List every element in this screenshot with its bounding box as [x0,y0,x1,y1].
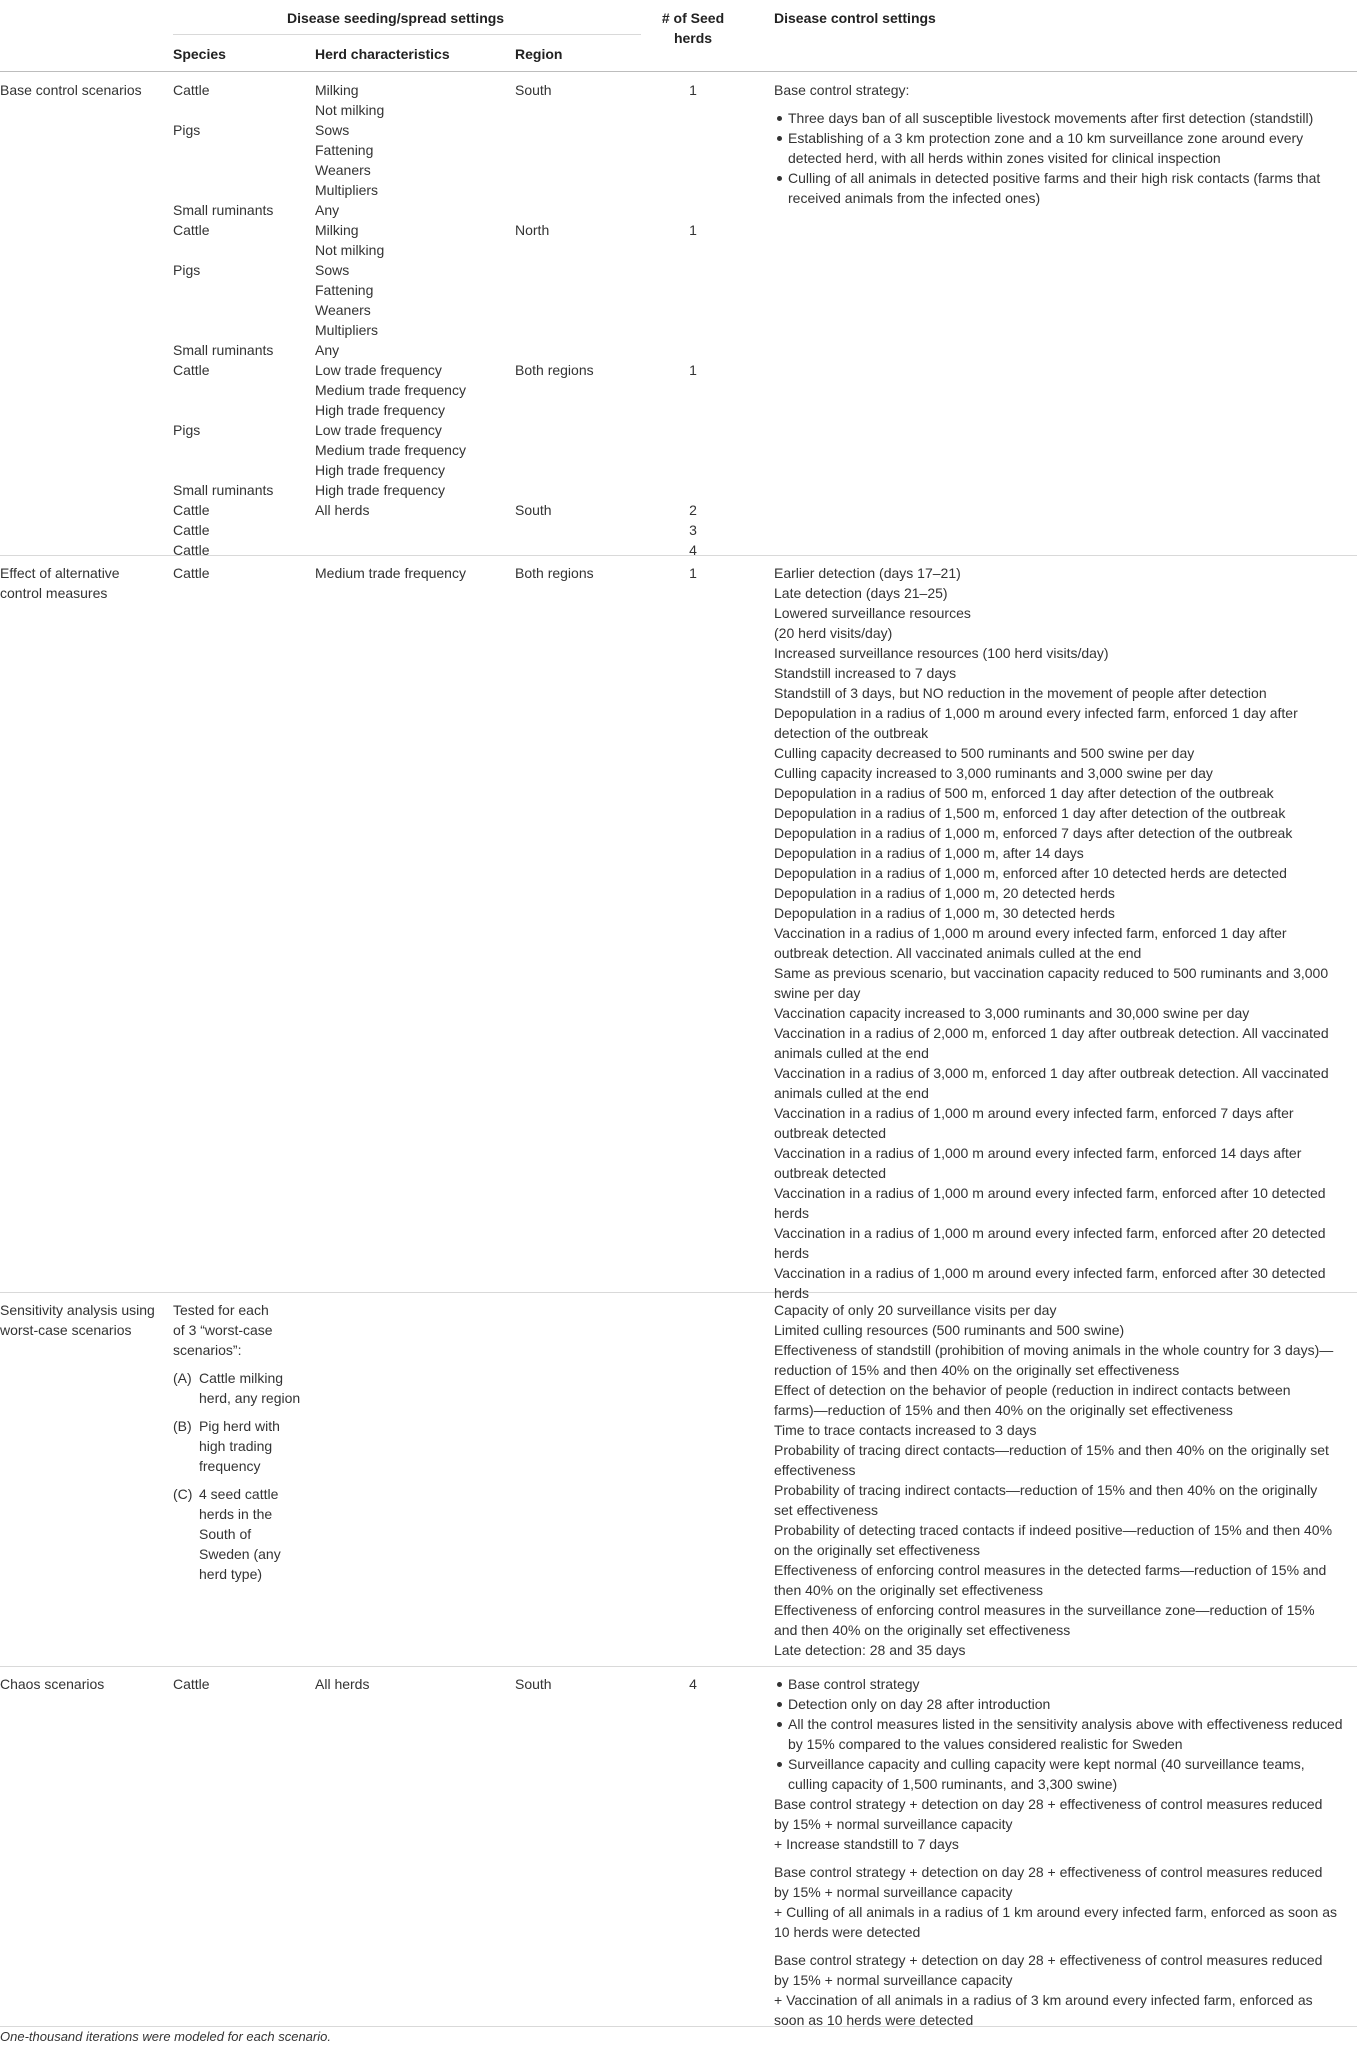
control-setting-item: and then 40% on the originally set effectiveness [774,1622,1071,1638]
herd-characteristics-cell: High trade frequency [315,482,445,498]
control-setting-item: (20 herd visits/day) [774,625,893,641]
control-setting-item: Depopulation in a radius of 1,000 m, 30 detected herds [774,905,1115,921]
control-setting-item: Vaccination in a radius of 1,000 m around every infected farm, enforced 1 day after [774,925,1287,941]
herd-characteristics-cell: Medium trade frequency [315,565,466,581]
scenario-category-label: Effect of alternative [0,565,120,581]
control-setting-item: Effectiveness of standstill (prohibition of moving animals in the whole country for 3 days)— [774,1342,1334,1358]
species-cell: Pigs [173,422,201,438]
herd-characteristics-cell: Milking [315,82,359,98]
control-setting-item: Depopulation in a radius of 1,000 m, enforced after 10 detected herds are detected [774,865,1287,881]
control-bullet-item: Base control strategy [788,1676,920,1692]
control-setting-item: 10 herds were detected [774,1924,921,1940]
bullet-dot [777,1682,782,1687]
worst-case-marker: (C) [173,1486,193,1502]
herd-characteristics-cell: Sows [315,122,350,138]
control-setting-item: Base control strategy + detection on day 28 + effectiveness of control measures reduced [774,1796,1323,1812]
header-herd-characteristics: Herd characteristics [315,46,450,62]
herd-characteristics-cell: Any [315,202,340,218]
herd-characteristics-cell: Medium trade frequency [315,382,466,398]
species-cell: Cattle [173,542,210,558]
control-setting-item: animals culled at the end [774,1045,929,1061]
control-setting-item: swine per day [774,985,861,1001]
control-setting-item: outbreak detected [774,1165,887,1181]
region-cell: Both regions [515,565,594,581]
control-bullet-item: Establishing of a 3 km protection zone and a 10 km surveillance zone around every [788,130,1304,146]
control-setting-item: on the originally set effectiveness [774,1542,980,1558]
herd-characteristics-cell: Medium trade frequency [315,442,466,458]
control-setting-item: Depopulation in a radius of 1,000 m around every infected farm, enforced 1 day after [774,705,1298,721]
herd-characteristics-cell: Not milking [315,102,385,118]
control-setting-item: by 15% + normal surveillance capacity [774,1816,1013,1832]
herd-characteristics-cell: Weaners [315,162,371,178]
header-region: Region [515,46,563,62]
control-setting-item: Vaccination in a radius of 1,000 m around every infected farm, enforced 7 days after [774,1105,1294,1121]
worst-case-intro: scenarios”: [173,1342,242,1358]
worst-case-item: Sweden (any [199,1546,281,1562]
worst-case-marker: (A) [173,1370,192,1386]
control-setting-item: by 15% + normal surveillance capacity [774,1972,1013,1988]
control-setting-item: animals culled at the end [774,1085,929,1101]
control-setting-item: Depopulation in a radius of 1,000 m, enforced 7 days after detection of the outbreak [774,825,1293,841]
control-setting-item: outbreak detected [774,1125,887,1141]
control-setting-item: Effect of detection on the behavior of people (reduction in indirect contacts between [774,1382,1291,1398]
herd-characteristics-cell: Milking [315,222,359,238]
herd-characteristics-cell: All herds [315,1676,370,1692]
seed-herds-cell: 2 [689,502,697,518]
scenario-category-label: Base control scenarios [0,82,142,98]
worst-case-item: South of [199,1526,252,1542]
control-bullet-item: All the control measures listed in the sensitivity analysis above with effectiveness reduced [788,1716,1343,1732]
worst-case-item: herd, any region [199,1390,301,1406]
control-setting-item: + Increase standstill to 7 days [774,1836,959,1852]
control-setting-item: herds [774,1205,810,1221]
header-divider [0,71,1357,72]
bullet-dot [777,1702,782,1707]
worst-case-item: high trading [199,1438,273,1454]
herd-characteristics-cell: Weaners [315,302,371,318]
scenario-category-label: worst-case scenarios [0,1322,132,1338]
control-setting-item: Vaccination in a radius of 2,000 m, enforced 1 day after outbreak detection. All vaccinated [774,1025,1329,1041]
control-bullet-item: culling capacity of 1,500 ruminants, and 3,300 swine) [788,1776,1118,1792]
herd-characteristics-cell: Fattening [315,142,374,158]
control-setting-item: outbreak detection. All vaccinated animals culled at the end [774,945,1142,961]
region-cell: North [515,222,550,238]
control-setting-item: reduction of 15% and then 40% on the originally set effectiveness [774,1362,1180,1378]
region-cell: Both regions [515,362,594,378]
control-setting-item: detection of the outbreak [774,725,929,741]
control-setting-item: herds [774,1285,810,1301]
seed-herds-cell: 1 [689,565,697,581]
worst-case-item: Pig herd with [199,1418,280,1434]
control-setting-item: Vaccination in a radius of 1,000 m around every infected farm, enforced after 10 detected [774,1185,1326,1201]
control-setting-item: Culling capacity decreased to 500 ruminants and 500 swine per day [774,745,1195,761]
species-cell: Small ruminants [173,482,274,498]
control-setting-item: Standstill increased to 7 days [774,665,957,681]
control-setting-item: soon as 10 herds were detected [774,2012,974,2028]
worst-case-intro: of 3 “worst-case [173,1322,273,1338]
control-setting-item: Vaccination in a radius of 1,000 m around every infected farm, enforced 14 days after [774,1145,1302,1161]
herd-characteristics-cell: Low trade frequency [315,422,442,438]
worst-case-marker: (B) [173,1418,192,1434]
species-cell: Cattle [173,222,210,238]
control-setting-item: herds [774,1245,810,1261]
control-bullet-item: detected herd, with all herds within zones visited for clinical inspection [788,150,1221,166]
control-setting-item: set effectiveness [774,1502,879,1518]
species-cell: Cattle [173,82,210,98]
species-cell: Cattle [173,362,210,378]
scenario-category-label: Chaos scenarios [0,1676,105,1692]
seed-herds-cell: 1 [689,362,697,378]
control-setting-item: Depopulation in a radius of 1,000 m, 20 detected herds [774,885,1115,901]
worst-case-item: frequency [199,1458,261,1474]
herd-characteristics-cell: Sows [315,262,350,278]
control-setting-item: + Vaccination of all animals in a radius of 3 km around every infected farm, enforced as [774,1992,1313,2008]
control-bullet-item: Detection only on day 28 after introduction [788,1696,1051,1712]
bullet-dot [777,1762,782,1767]
section-divider [0,1666,1357,1667]
species-cell: Small ruminants [173,202,274,218]
species-cell: Pigs [173,122,201,138]
control-bullet-item: Culling of all animals in detected positive farms and their high risk contacts (farms that [788,170,1321,186]
table-footnote: One-thousand iterations were modeled for each scenario. [0,2029,331,2044]
control-setting-item: Probability of tracing indirect contacts—reduction of 15% and then 40% on the originally [774,1482,1318,1498]
worst-case-item: Cattle milking [199,1370,284,1386]
control-setting-item: Standstill of 3 days, but NO reduction in the movement of people after detection [774,685,1267,701]
control-setting-item: Capacity of only 20 surveillance visits per day [774,1302,1057,1318]
species-cell: Pigs [173,262,201,278]
control-setting-item: Effectiveness of enforcing control measures in the detected farms—reduction of 15% and [774,1562,1327,1578]
control-bullet-item: received animals from the infected ones) [788,190,1041,206]
control-setting-item: Depopulation in a radius of 1,500 m, enforced 1 day after detection of the outbreak [774,805,1286,821]
herd-characteristics-cell: Multipliers [315,182,379,198]
herd-characteristics-cell: Any [315,342,340,358]
control-setting-item: Depopulation in a radius of 1,000 m, after 14 days [774,845,1084,861]
worst-case-intro: Tested for each [173,1302,269,1318]
bullet-dot [777,176,782,181]
control-setting-item: Earlier detection (days 17–21) [774,565,961,581]
control-setting-item: effectiveness [774,1462,856,1478]
species-cell: Cattle [173,502,210,518]
control-setting-item: Effectiveness of enforcing control measures in the surveillance zone—reduction of 15% [774,1602,1315,1618]
herd-characteristics-cell: High trade frequency [315,462,445,478]
seed-herds-cell: 4 [689,542,697,558]
control-setting-item: Limited culling resources (500 ruminants and 500 swine) [774,1322,1125,1338]
control-setting-item: Late detection: 28 and 35 days [774,1642,966,1658]
herd-characteristics-cell: Low trade frequency [315,362,442,378]
control-setting-item: Culling capacity increased to 3,000 ruminants and 3,000 swine per day [774,765,1213,781]
bullet-dot [777,1722,782,1727]
worst-case-item: herds in the [199,1506,273,1522]
control-bullet-item: by 15% compared to the values considered realistic for Sweden [788,1736,1183,1752]
worst-case-item: herd type) [199,1566,263,1582]
seed-herds-cell: 1 [689,82,697,98]
header-group-underline [173,34,641,35]
herd-characteristics-cell: High trade frequency [315,402,445,418]
header-control-settings: Disease control settings [774,10,936,26]
control-setting-item: farms)—reduction of 15% and then 40% on the originally set effectiveness [774,1402,1233,1418]
section-divider [0,1292,1357,1293]
control-setting-item: Probability of detecting traced contacts if indeed positive—reduction of 15% and then 40% [774,1522,1333,1538]
seed-herds-cell: 4 [689,1676,697,1692]
header-seed-herds-line1: # of Seed [661,10,725,26]
control-setting-item: Probability of tracing direct contacts—reduction of 15% and then 40% on the originally set [774,1442,1329,1458]
control-setting-item: Vaccination in a radius of 3,000 m, enforced 1 day after outbreak detection. All vaccinated [774,1065,1329,1081]
control-setting-item: Base control strategy: [774,82,910,98]
control-setting-item: Base control strategy + detection on day 28 + effectiveness of control measures reduced [774,1952,1323,1968]
control-setting-item: Vaccination in a radius of 1,000 m around every infected farm, enforced after 20 detected [774,1225,1326,1241]
control-setting-item: Depopulation in a radius of 500 m, enforced 1 day after detection of the outbreak [774,785,1274,801]
header-seed-herds-line2: herds [673,30,713,46]
control-setting-item: Vaccination in a radius of 1,000 m around every infected farm, enforced after 30 detected [774,1265,1326,1281]
control-setting-item: then 40% on the originally set effectiveness [774,1582,1044,1598]
seed-herds-cell: 1 [689,222,697,238]
region-cell: South [515,82,552,98]
species-cell: Cattle [173,565,210,581]
control-setting-item: + Culling of all animals in a radius of 1 km around every infected farm, enforced as soon as [774,1904,1338,1920]
species-cell: Cattle [173,1676,210,1692]
control-setting-item: Late detection (days 21–25) [774,585,948,601]
control-setting-item: Same as previous scenario, but vaccination capacity reduced to 500 ruminants and 3,000 [774,965,1329,981]
herd-characteristics-cell: Not milking [315,242,385,258]
bullet-dot [777,136,782,141]
worst-case-item: 4 seed cattle [199,1486,279,1502]
scenario-category-label: Sensitivity analysis using [0,1302,155,1318]
region-cell: South [515,502,552,518]
scenario-category-label: control measures [0,585,108,601]
header-seeding-group: Disease seeding/spread settings [287,10,505,26]
control-bullet-item: Surveillance capacity and culling capacity were kept normal (40 surveillance teams, [788,1756,1305,1772]
region-cell: South [515,1676,552,1692]
herd-characteristics-cell: All herds [315,502,370,518]
control-setting-item: by 15% + normal surveillance capacity [774,1884,1013,1900]
control-setting-item: Time to trace contacts increased to 3 days [774,1422,1037,1438]
herd-characteristics-cell: Multipliers [315,322,379,338]
header-species: Species [173,46,226,62]
species-cell: Small ruminants [173,342,274,358]
seed-herds-cell: 3 [689,522,697,538]
herd-characteristics-cell: Fattening [315,282,374,298]
control-setting-item: Vaccination capacity increased to 3,000 ruminants and 30,000 swine per day [774,1005,1250,1021]
control-bullet-item: Three days ban of all susceptible livestock movements after first detection (standstill) [788,110,1314,126]
species-cell: Cattle [173,522,210,538]
control-setting-item: Base control strategy + detection on day 28 + effectiveness of control measures reduced [774,1864,1323,1880]
bullet-dot [777,116,782,121]
control-setting-item: Lowered surveillance resources [774,605,971,621]
control-setting-item: Increased surveillance resources (100 herd visits/day) [774,645,1109,661]
